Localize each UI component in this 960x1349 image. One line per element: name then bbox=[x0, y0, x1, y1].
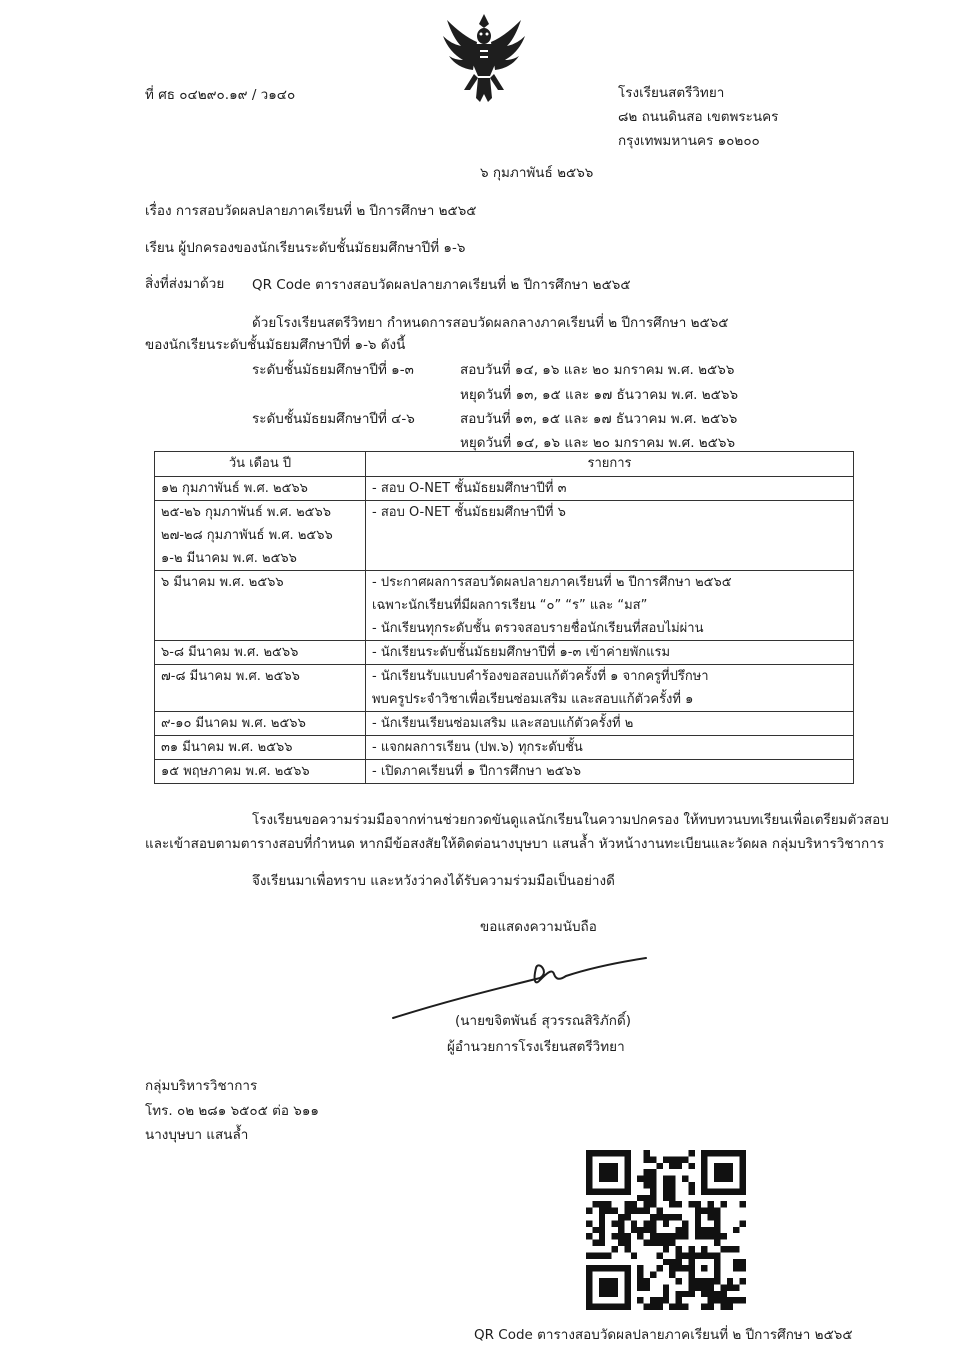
item-text: - สอบ O-NET ชั้นมัธยมศึกษาปีที่ ๓ bbox=[372, 481, 567, 496]
contact-department: กลุ่มบริหารวิชาการ bbox=[145, 1078, 258, 1094]
cell-date bbox=[155, 665, 366, 712]
regards-line: ขอแสดงความนับถือ bbox=[480, 919, 597, 935]
cell-date bbox=[155, 760, 366, 784]
date-text: ๓๑ มีนาคม พ.ศ. ๒๕๖๖ bbox=[161, 740, 293, 755]
qr-caption: QR Code ตารางสอบวัดผลปลายภาคเรียนที่ ๒ ปีการศึกษา ๒๕๖๕ bbox=[474, 1327, 853, 1343]
intro-line-1: ด้วยโรงเรียนสตรีวิทยา กำหนดการสอบวัดผลกลางภาคเรียนที่ ๒ ปีการศึกษา ๒๕๖๕ bbox=[252, 315, 729, 331]
cell-item bbox=[366, 760, 854, 784]
enclosure-label: สิ่งที่ส่งมาด้วย bbox=[145, 276, 225, 292]
table-row bbox=[155, 501, 854, 571]
date-text: ๑๒ กุมภาพันธ์ พ.ศ. ๒๕๖๖ bbox=[161, 481, 308, 496]
table-row bbox=[155, 736, 854, 760]
reference-number: ที่ ศธ ๐๔๒๙๐.๑๙ / ว๑๔๐ bbox=[145, 87, 296, 103]
item-text: - ประกาศผลการสอบวัดผลปลายภาคเรียนที่ ๒ ปีการศึกษา ๒๕๖๕ bbox=[372, 575, 732, 590]
item-text: - แจกผลการเรียน (ปพ.๖) ทุกระดับชั้น bbox=[372, 740, 583, 755]
item-text: เฉพาะนักเรียนที่มีผลการเรียน “๐” “ร” และ “มส” bbox=[372, 598, 648, 613]
contact-person: นางบุษบา แสนล้ำ bbox=[145, 1127, 249, 1143]
table-row bbox=[155, 712, 854, 736]
cell-item bbox=[366, 712, 854, 736]
table-row bbox=[155, 665, 854, 712]
table-row bbox=[155, 641, 854, 665]
item-text: พบครูประจำวิชาเพื่อเรียนซ่อมเสริม และสอบแก้ตัวครั้งที่ ๑ bbox=[372, 692, 694, 707]
body-line-1: โรงเรียนขอความร่วมมือจากท่านช่วยกวดขันดูแลนักเรียนในความปกครอง ให้ทบทวนบทเรียนเพื่อเตรียมตัวสอบ bbox=[252, 812, 889, 828]
date-text: ๑๕ พฤษภาคม พ.ศ. ๒๕๖๖ bbox=[161, 764, 310, 779]
date-text: ๒๗-๒๘ กุมภาพันธ์ พ.ศ. ๒๕๖๖ bbox=[161, 528, 333, 543]
item-text: - นักเรียนระดับชั้นมัธยมศึกษาปีที่ ๑-๓ เข้าค่ายพักแรม bbox=[372, 645, 671, 660]
date-text: ๙-๑๐ มีนาคม พ.ศ. ๒๕๖๖ bbox=[161, 716, 306, 731]
item-text: - นักเรียนเรียนซ่อมเสริม และสอบแก้ตัวครั้งที่ ๒ bbox=[372, 716, 634, 731]
column-header-item: รายการ bbox=[366, 452, 854, 477]
cell-date bbox=[155, 712, 366, 736]
cell-item bbox=[366, 736, 854, 760]
level-1-exam-dates: สอบวันที่ ๑๔, ๑๖ และ ๒๐ มกราคม พ.ศ. ๒๕๖๖ bbox=[460, 362, 735, 378]
garuda-emblem-icon bbox=[440, 12, 528, 104]
date-text: ๒๕-๒๖ กุมภาพันธ์ พ.ศ. ๒๕๖๖ bbox=[161, 505, 332, 520]
cell-item bbox=[366, 501, 854, 571]
cell-date bbox=[155, 477, 366, 501]
cell-item bbox=[366, 641, 854, 665]
contact-phone: โทร. ๐๒ ๒๘๑ ๖๕๐๕ ต่อ ๖๑๑ bbox=[145, 1103, 319, 1119]
cell-date bbox=[155, 641, 366, 665]
cell-date bbox=[155, 736, 366, 760]
cell-item bbox=[366, 665, 854, 712]
level-2-exam-dates: สอบวันที่ ๑๓, ๑๕ และ ๑๗ ธันวาคม พ.ศ. ๒๕๖๖ bbox=[460, 411, 738, 427]
subject-line: เรื่อง การสอบวัดผลปลายภาคเรียนที่ ๒ ปีการศึกษา ๒๕๖๕ bbox=[145, 203, 477, 219]
date-text: ๗-๘ มีนาคม พ.ศ. ๒๕๖๖ bbox=[161, 669, 300, 684]
body-line-2: และเข้าสอบตามตารางสอบที่กำหนด หากมีข้อสงสัยให้ติดต่อนางบุษบา แสนล้ำ หัวหน้างานทะเบียนและวัดผล กลุ่มบริหารวิชาการ bbox=[145, 836, 885, 852]
cell-date bbox=[155, 571, 366, 641]
table-row bbox=[155, 571, 854, 641]
signer-title: ผู้อำนวยการโรงเรียนสตรีวิทยา bbox=[447, 1039, 625, 1055]
intro-line-2: ของนักเรียนระดับชั้นมัธยมศึกษาปีที่ ๑-๖ ดังนี้ bbox=[145, 337, 406, 353]
closing-line: จึงเรียนมาเพื่อทราบ และหวังว่าคงได้รับความร่วมมือเป็นอย่างดี bbox=[252, 873, 615, 889]
item-text: - เปิดภาคเรียนที่ ๑ ปีการศึกษา ๒๕๖๖ bbox=[372, 764, 581, 779]
letter-date: ๖ กุมภาพันธ์ ๒๕๖๖ bbox=[480, 165, 594, 181]
level-2-off-dates: หยุดวันที่ ๑๔, ๑๖ และ ๒๐ มกราคม พ.ศ. ๒๕๖๖ bbox=[460, 435, 736, 451]
item-text: - สอบ O-NET ชั้นมัธยมศึกษาปีที่ ๖ bbox=[372, 505, 566, 520]
level-2-label: ระดับชั้นมัธยมศึกษาปีที่ ๔-๖ bbox=[252, 411, 415, 427]
cell-item bbox=[366, 571, 854, 641]
cell-date bbox=[155, 501, 366, 571]
address-line-1: ๘๒ ถนนดินสอ เขตพระนคร bbox=[618, 109, 779, 125]
exam-schedule-table bbox=[154, 451, 854, 784]
level-1-label: ระดับชั้นมัธยมศึกษาปีที่ ๑-๓ bbox=[252, 362, 414, 378]
date-text: ๑-๒ มีนาคม พ.ศ. ๒๕๖๖ bbox=[161, 551, 297, 566]
recipient-line: เรียน ผู้ปกครองของนักเรียนระดับชั้นมัธยมศึกษาปีที่ ๑-๖ bbox=[145, 240, 466, 256]
date-text: ๖ มีนาคม พ.ศ. ๒๕๖๖ bbox=[161, 575, 284, 590]
table-header-row bbox=[155, 452, 854, 477]
school-name: โรงเรียนสตรีวิทยา bbox=[618, 85, 725, 101]
table-row bbox=[155, 477, 854, 501]
column-header-date: วัน เดือน ปี bbox=[155, 452, 366, 477]
signer-name: (นายขจิตพันธ์ สุวรรณสิริภักดิ์) bbox=[455, 1013, 631, 1029]
qr-code-icon bbox=[586, 1150, 746, 1310]
item-text: - นักเรียนทุกระดับชั้น ตรวจสอบรายชื่อนักเรียนที่สอบไม่ผ่าน bbox=[372, 621, 704, 636]
date-text: ๖-๘ มีนาคม พ.ศ. ๒๕๖๖ bbox=[161, 645, 299, 660]
cell-item bbox=[366, 477, 854, 501]
item-text: - นักเรียนรับแบบคำร้องขอสอบแก้ตัวครั้งที่ ๑ จากครูที่ปรึกษา bbox=[372, 669, 709, 684]
enclosure-value: QR Code ตารางสอบวัดผลปลายภาคเรียนที่ ๒ ปีการศึกษา ๒๕๖๕ bbox=[252, 277, 631, 293]
level-1-off-dates: หยุดวันที่ ๑๓, ๑๕ และ ๑๗ ธันวาคม พ.ศ. ๒๕๖๖ bbox=[460, 387, 739, 403]
address-line-2: กรุงเทพมหานคร ๑๐๒๐๐ bbox=[618, 133, 760, 149]
table-row bbox=[155, 760, 854, 784]
